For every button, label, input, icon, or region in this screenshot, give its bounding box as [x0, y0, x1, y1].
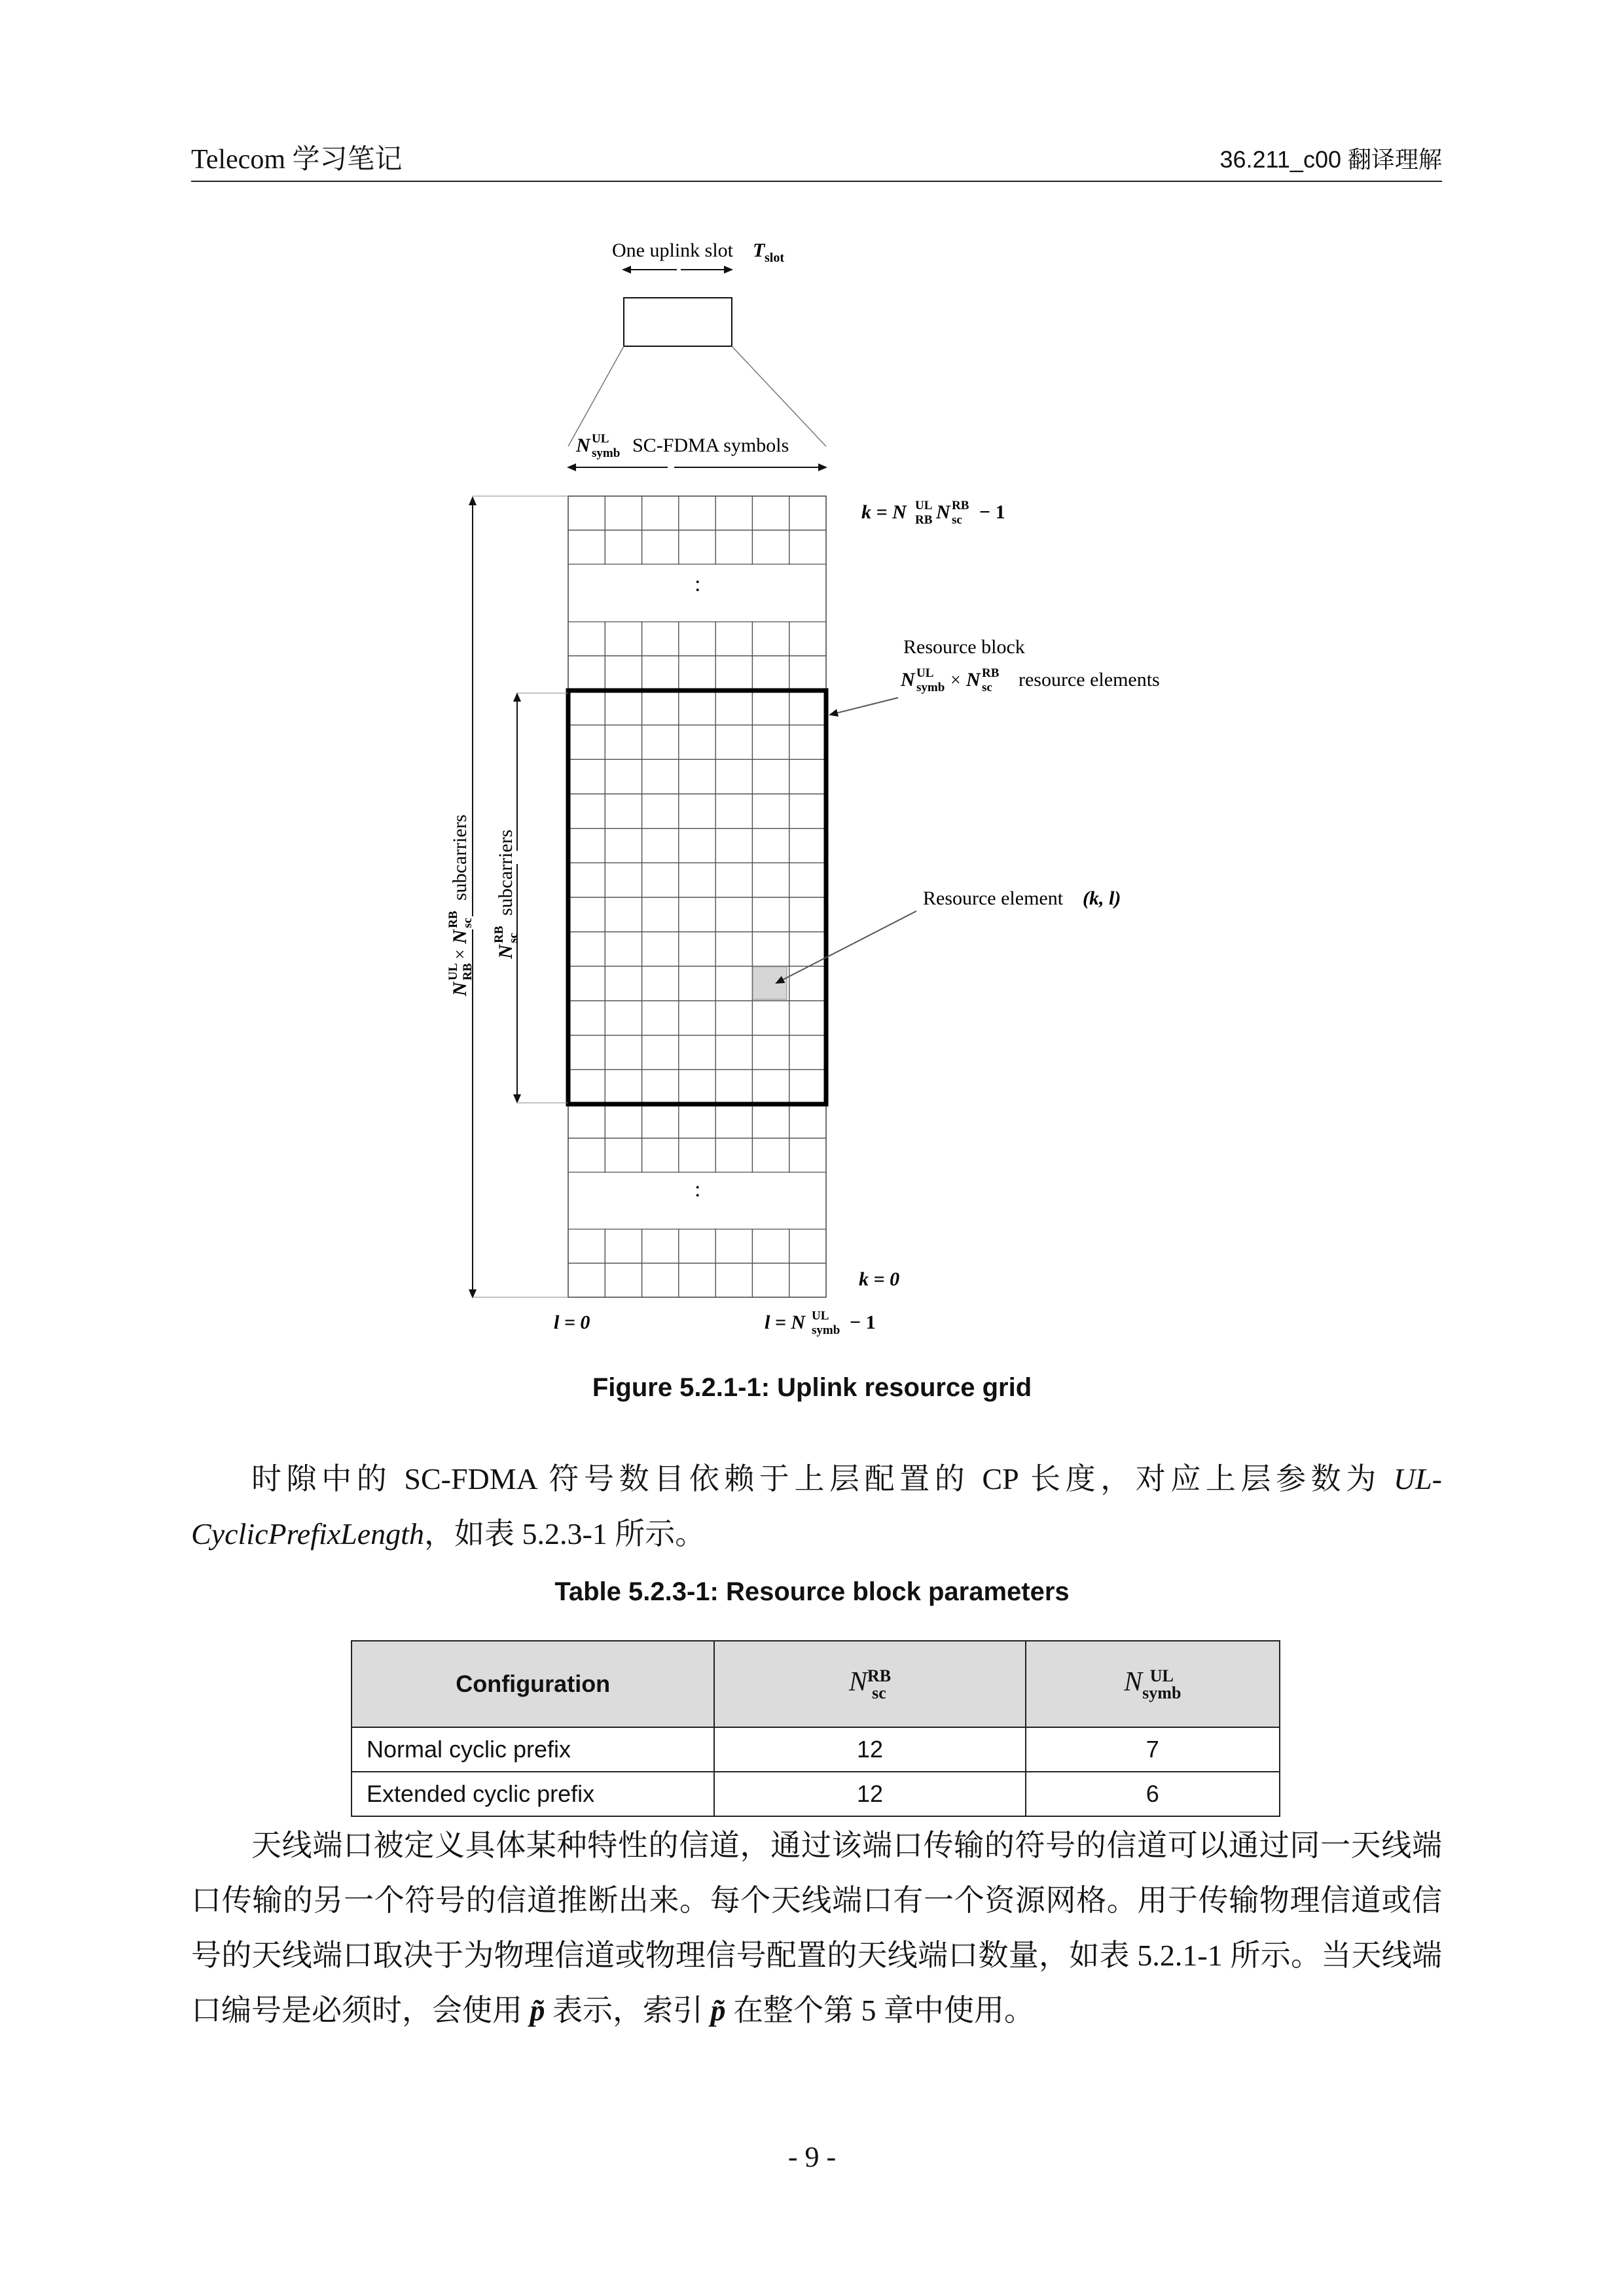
grid-cell: [789, 1104, 826, 1138]
row-nsymb: 6: [1026, 1772, 1280, 1816]
grid-cell: [715, 1229, 752, 1263]
grid-cell: [679, 496, 715, 530]
grid-cell: [605, 897, 641, 932]
table-row: [352, 1727, 1280, 1772]
grid-cell: [752, 725, 789, 760]
para2-p1: p̃: [530, 1994, 545, 2027]
grid-cell: [642, 1263, 679, 1297]
grid-cell: [752, 496, 789, 530]
grid-cell: [642, 496, 679, 530]
table-row: [352, 1772, 1280, 1816]
grid-cell: [752, 759, 789, 794]
grid-cell: [789, 496, 826, 530]
k-top-sc-sup: RB: [952, 499, 969, 512]
grid-cell: [715, 759, 752, 794]
slot-label: One uplink slot: [612, 240, 733, 261]
slot-symbol-sub: slot: [765, 251, 784, 265]
outer-n2: N: [449, 929, 471, 944]
grid-cell: [789, 725, 826, 760]
grid-cell: [715, 829, 752, 863]
grid-cell: [679, 622, 715, 656]
grid-cell: [642, 656, 679, 690]
grid-cell: [679, 1069, 715, 1104]
grid-cell: [679, 725, 715, 760]
grid-cell: [568, 725, 605, 760]
grid-cell: [789, 863, 826, 897]
grid-cell: [789, 1263, 826, 1297]
grid-cell: [568, 829, 605, 863]
outer-n1-sup: UL: [446, 963, 460, 980]
grid-cell: [715, 1138, 752, 1172]
grid-cell: [752, 1263, 789, 1297]
rb-n2-sub: sc: [982, 681, 992, 694]
grid-cell: [789, 1001, 826, 1035]
inner-n: N: [495, 944, 516, 959]
grid-cell: [679, 1001, 715, 1035]
grid-cell: [642, 829, 679, 863]
grid-cell: [752, 1035, 789, 1070]
grid-cell: [715, 496, 752, 530]
grid-cell: [752, 1104, 789, 1138]
l-right-label: l = N: [765, 1312, 806, 1333]
grid-cell: [568, 496, 605, 530]
grid-cell: [752, 1229, 789, 1263]
rb-n2-sup: RB: [982, 666, 1000, 680]
l-right-sub: symb: [812, 1323, 840, 1337]
grid-cell: [605, 829, 641, 863]
grid-cell: [642, 725, 679, 760]
grid-cell: [568, 1263, 605, 1297]
nsymb-base: N: [576, 435, 590, 456]
paragraph-cp-length: [191, 1452, 1442, 1562]
grid-cell: [568, 966, 605, 1001]
grid-cell: [679, 530, 715, 564]
grid-cell: [679, 656, 715, 690]
grid-cell: [715, 530, 752, 564]
grid-cell: [642, 1035, 679, 1070]
grid-cell: [605, 1263, 641, 1297]
grid-cell: [752, 530, 789, 564]
resource-element-cell: [753, 967, 787, 999]
outer-n2-sup: RB: [446, 910, 460, 928]
k-top-sc-sub: sc: [952, 513, 962, 527]
grid-dots-bottom: :: [695, 1177, 701, 1202]
grid-cell: [605, 1104, 641, 1138]
grid-cell: [642, 932, 679, 967]
l-left-label: l = 0: [554, 1312, 590, 1333]
table-caption: Table 5.2.3-1: Resource block parameters: [554, 1577, 1070, 1606]
grid-cell: [605, 496, 641, 530]
para2-text-a: 天线端口被定义具体某种特性的信道，通过该端口传输的符号的信道可以通过同一天线端口传输的另一个符号的信道推断出来。每个天线端口有一个资源网格。用于传输物理信道或信号的天线端口取决于为物理信道或物理信号配置的天线端口数量，如表 5.2.1-1 所示。当天线端口编号是必须时，会使用: [191, 1829, 1442, 2027]
grid-cell: [679, 932, 715, 967]
grid-cell: [752, 829, 789, 863]
k-bottom-label: k = 0: [859, 1268, 900, 1290]
outer-n2-sub: sc: [461, 918, 475, 928]
inner-label: subcarriers: [495, 829, 516, 916]
para1-italic: UL-CyclicPrefixLength: [191, 1462, 1442, 1551]
grid-cell: [605, 725, 641, 760]
para1-text-b: ，如表 5.2.3-1 所示。: [424, 1517, 706, 1551]
grid-cell: [752, 1069, 789, 1104]
grid-cell: [789, 1035, 826, 1070]
outer-times: ×: [450, 949, 471, 960]
inner-n-sub: sc: [507, 933, 520, 943]
grid-cell: [715, 1035, 752, 1070]
re-label: Resource element: [923, 888, 1064, 909]
para1-text-a: 时隙中的 SC-FDMA 符号数目依赖于上层配置的 CP 长度，对应上层参数为: [251, 1462, 1394, 1496]
grid-cell: [752, 622, 789, 656]
grid-cell: [642, 622, 679, 656]
grid-cell: [679, 863, 715, 897]
inner-n-sup: RB: [492, 925, 506, 943]
symbols-label: SC-FDMA symbols: [632, 435, 789, 456]
page-number: - 9 -: [787, 2141, 837, 2173]
grid-cell: [679, 829, 715, 863]
grid-cell: [679, 1263, 715, 1297]
grid-cell: [679, 691, 715, 725]
nsymb-sup: UL: [592, 432, 609, 446]
grid-cell: [789, 759, 826, 794]
grid-cell: [568, 1104, 605, 1138]
rb-n2: N: [966, 669, 981, 691]
grid-cell: [605, 1035, 641, 1070]
outer-n1: N: [449, 982, 471, 996]
header-right: 36.211_c00 翻译理解: [1219, 146, 1442, 173]
rb-n1-sub: symb: [916, 681, 945, 694]
k-top-n2: N: [936, 501, 950, 523]
para2-text-c: 在整个第 5 章中使用。: [725, 1994, 1034, 2027]
grid-cell: [679, 897, 715, 932]
grid-cell: [568, 863, 605, 897]
grid-cell: [752, 1138, 789, 1172]
grid-cell: [568, 1069, 605, 1104]
paragraph-antenna-ports: [191, 1818, 1442, 2038]
grid-cell: [605, 794, 641, 829]
grid-cell: [789, 656, 826, 690]
grid-cell: [642, 759, 679, 794]
grid-cell: [752, 932, 789, 967]
grid-cell: [752, 691, 789, 725]
grid-cell: [789, 1138, 826, 1172]
l-right-tail: − 1: [850, 1312, 876, 1333]
grid-cell: [789, 794, 826, 829]
grid-cell: [605, 966, 641, 1001]
header-nsc: N RB sc: [714, 1641, 1025, 1727]
grid-cell: [605, 1001, 641, 1035]
row-config: Normal cyclic prefix: [352, 1727, 714, 1772]
rb-n1: N: [901, 669, 915, 691]
grid-cell: [715, 863, 752, 897]
slot-box: [624, 298, 732, 346]
grid-cell: [715, 1104, 752, 1138]
re-pointer: [776, 911, 916, 983]
funnel-line-right: [732, 346, 826, 446]
grid-cell: [605, 1069, 641, 1104]
grid-cell: [679, 1138, 715, 1172]
grid-cell: [568, 1035, 605, 1070]
rb-title: Resource block: [903, 636, 1025, 658]
grid-cell: [679, 1035, 715, 1070]
k-top-rb-sub: RB: [915, 513, 933, 527]
grid-cell: [642, 1069, 679, 1104]
grid-cell: [715, 1069, 752, 1104]
grid-cell: [605, 932, 641, 967]
rb-pointer: [830, 698, 898, 715]
para2-text-b: 表示，索引: [545, 1994, 711, 2027]
rb-n1-sup: UL: [916, 666, 934, 680]
grid-cell: [789, 1229, 826, 1263]
row-config: Extended cyclic prefix: [352, 1772, 714, 1816]
grid-cell: [605, 1138, 641, 1172]
header-nsymb: N UL symb: [1026, 1641, 1280, 1727]
grid-cell: [568, 691, 605, 725]
header-configuration: Configuration: [352, 1641, 714, 1727]
grid-cell: [568, 759, 605, 794]
grid-cell: [605, 691, 641, 725]
grid-cell: [752, 1001, 789, 1035]
grid-cell: [568, 622, 605, 656]
resource-block-table: [351, 1640, 1280, 1817]
grid-cell: [679, 966, 715, 1001]
grid-cell: [715, 691, 752, 725]
rb-times: ×: [950, 670, 961, 691]
grid-cell: [789, 622, 826, 656]
grid-cell: [605, 530, 641, 564]
grid-cell: [642, 863, 679, 897]
grid-cell: [679, 1104, 715, 1138]
grid-cell: [642, 1138, 679, 1172]
grid-cell: [679, 1229, 715, 1263]
grid-cell: [642, 966, 679, 1001]
grid-cell: [789, 691, 826, 725]
row-nsc: 12: [714, 1772, 1025, 1816]
grid-cell: [679, 759, 715, 794]
grid-cell: [568, 1138, 605, 1172]
grid-cell: [642, 530, 679, 564]
grid-cell: [568, 794, 605, 829]
grid-cell: [715, 622, 752, 656]
row-nsc: 12: [714, 1727, 1025, 1772]
k-top-tail: − 1: [979, 501, 1005, 523]
grid-cell: [568, 1001, 605, 1035]
figure-caption: Figure 5.2.1-1: Uplink resource grid: [592, 1373, 1032, 1402]
grid-cell: [605, 759, 641, 794]
grid-cell: [568, 656, 605, 690]
l-right-sup: UL: [812, 1309, 829, 1323]
outer-label: subcarriers: [449, 814, 471, 901]
grid-cell: [715, 656, 752, 690]
header-left: Telecom 学习笔记: [191, 145, 403, 175]
grid-cell: [568, 530, 605, 564]
rb-desc: resource elements: [1019, 669, 1160, 691]
grid-cell: [789, 1069, 826, 1104]
grid-cell: [715, 932, 752, 967]
grid-cell: [752, 656, 789, 690]
grid-cell: [568, 897, 605, 932]
grid-cell: [789, 829, 826, 863]
grid-cell: [752, 897, 789, 932]
grid-cell: [605, 863, 641, 897]
grid-cell: [642, 1001, 679, 1035]
grid-cell: [715, 1263, 752, 1297]
grid-cell: [642, 897, 679, 932]
grid-cell: [568, 932, 605, 967]
grid-cell: [642, 794, 679, 829]
k-top-label: k = N: [861, 501, 907, 523]
grid-cell: [752, 794, 789, 829]
grid-cell: [715, 966, 752, 1001]
slot-symbol: T: [753, 240, 765, 261]
grid-cell: [789, 932, 826, 967]
grid-cell: [715, 897, 752, 932]
grid-cell: [752, 863, 789, 897]
grid-cell: [568, 1229, 605, 1263]
table-header-row: [352, 1641, 1280, 1727]
grid-cell: [789, 966, 826, 1001]
grid-dots-top: :: [695, 572, 701, 596]
grid-cell: [605, 622, 641, 656]
grid-cell: [642, 691, 679, 725]
grid-cell: [605, 1229, 641, 1263]
nsymb-sub: symb: [592, 446, 621, 460]
grid-cell: [715, 1001, 752, 1035]
grid-cell: [642, 1104, 679, 1138]
re-coord: (k, l): [1083, 888, 1121, 909]
grid-cell: [642, 1229, 679, 1263]
para2-p2: p̃: [710, 1994, 726, 2027]
k-top-rb-sup: UL: [915, 499, 933, 512]
outer-n1-sub: RB: [461, 963, 475, 980]
grid-cell: [605, 656, 641, 690]
grid-cell: [715, 794, 752, 829]
row-nsymb: 7: [1026, 1727, 1280, 1772]
grid-cell: [715, 725, 752, 760]
grid-cell: [679, 794, 715, 829]
grid-cell: [789, 530, 826, 564]
grid-cell: [789, 897, 826, 932]
